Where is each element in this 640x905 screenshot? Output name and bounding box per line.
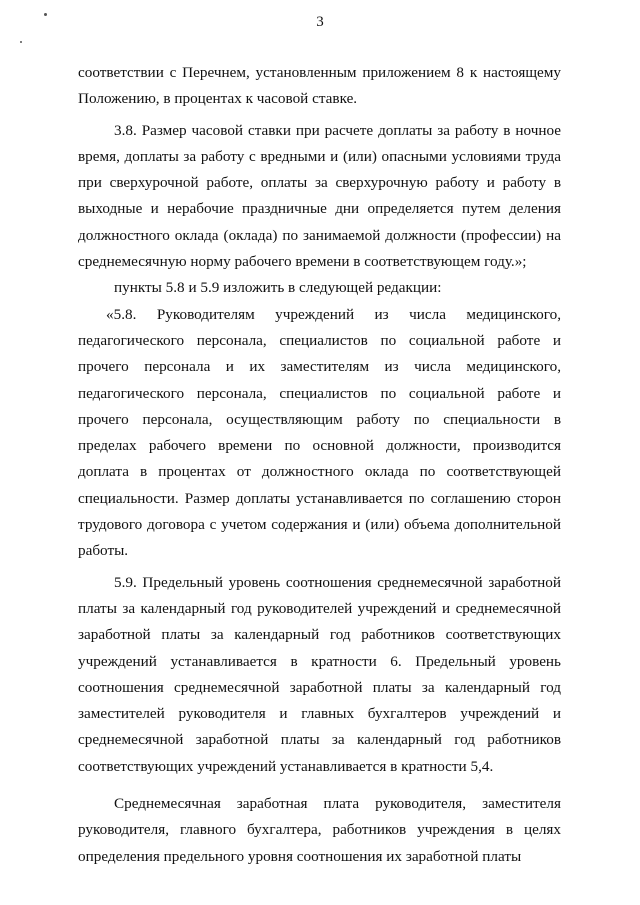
paragraph-5-9: 5.9. Предельный уровень соотношения среднемесячной заработной платы за календарный год руководителей учреждений и среднемесячной заработной платы за календарный год работников соответствующих учреждений устанавливается в кратности 6. Предельный уровень соотношения среднемесячной заработной платы за календарный год заместителей руководителя и главных бухгалтеров учреждений и среднемесячной заработной платы за календарный год работников соответствующих учреждений устанавливается в кратности 5,4.: [78, 573, 561, 775]
paragraph-continuation: соответствии с Перечнем, установленным приложением 8 к настоящему Положению, в процентах к часовой ставке.: [78, 64, 561, 108]
page-number: 3: [316, 14, 324, 30]
document-body: [78, 60, 561, 870]
scan-speck: [20, 41, 22, 43]
paragraph-3-8: 3.8. Размер часовой ставки при расчете доплаты за работу в ночное время, доплаты за работу с вредными и (или) опасными условиями труда при сверхурочной работе, оплаты за сверхурочную работу и работу в выходные и нерабочие праздничные дни определяется путем деления должностного оклада (оклада) по занимаемой должности (профессии) на среднемесячную норму рабочего времени в соответствующем году.»;: [78, 121, 561, 271]
paragraph-average-salary: Среднемесячная заработная плата руководителя, заместителя руководителя, главного бухгалтера, работников учреждения в целях определения предельного уровня соотношения их заработной платы: [78, 795, 561, 865]
paragraph-amendment-intro: пункты 5.8 и 5.9 изложить в следующей редакции:: [114, 279, 442, 297]
paragraph-5-8: «5.8. Руководителям учреждений из числа медицинского, педагогического персонала, специалистов по социальной работе и прочего персонала и их заместителям из числа медицинского, педагогического персонала, специалистов по социальной работе и прочего персонала, осуществляющим работу по специальности в пределах рабочего времени по основной должности, производится доплата в процентах от должностного оклада по соответствующей специальности. Размер доплаты устанавливается по соглашению сторон трудового договора с учетом содержания и (или) объема дополнительной работы.: [78, 305, 561, 560]
